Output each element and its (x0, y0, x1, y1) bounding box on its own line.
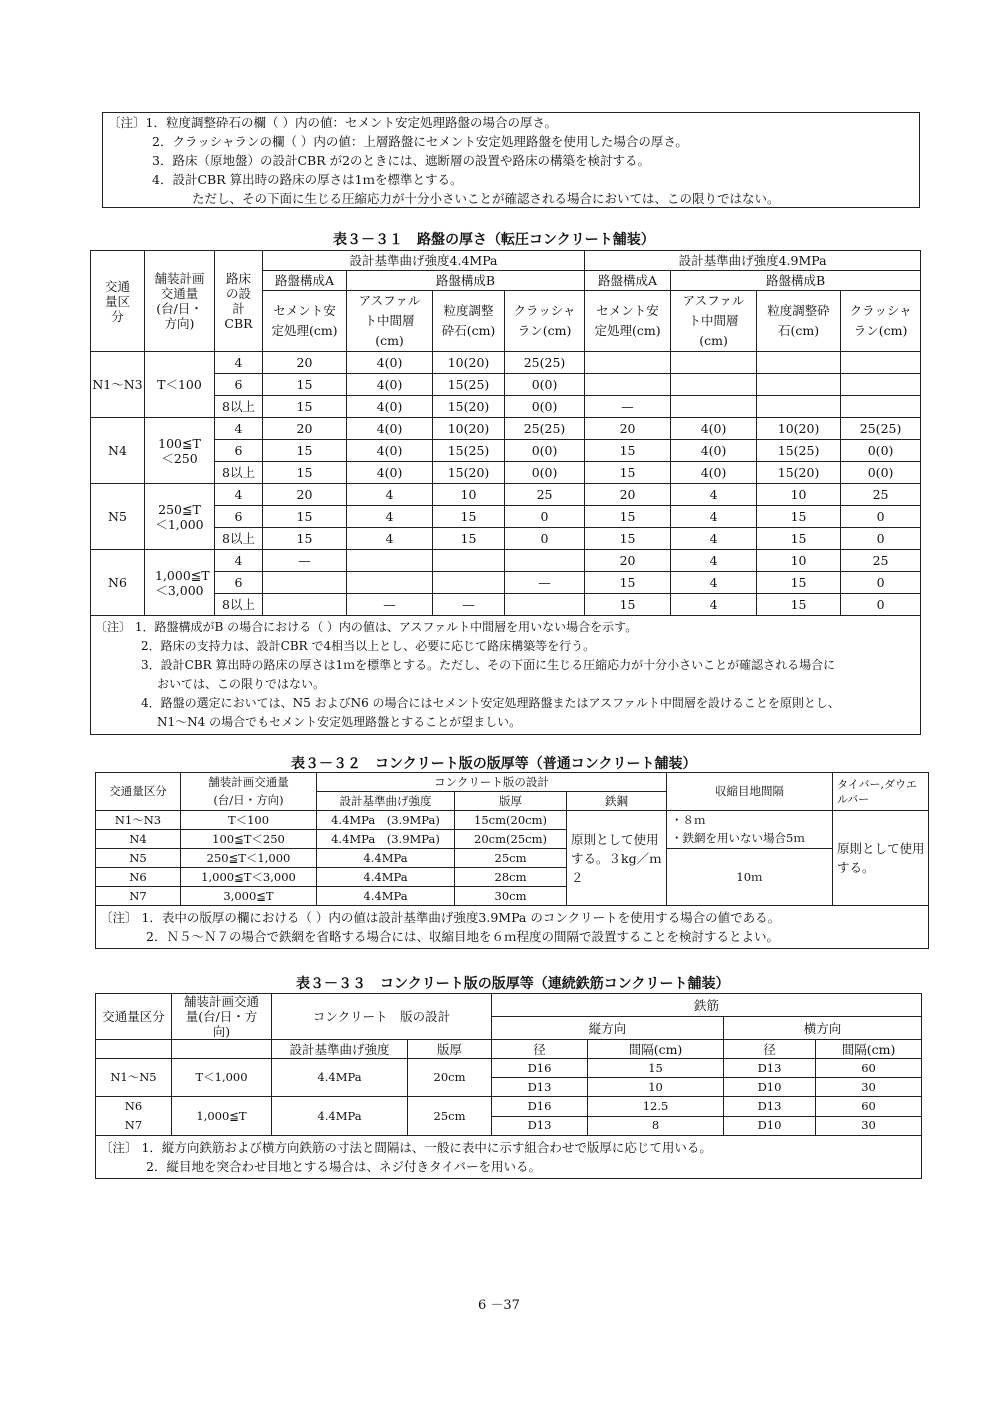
t32-h-tiebar: タイバー,ダウエルバー (833, 773, 929, 811)
t33-h-plan-cont (172, 1040, 272, 1059)
t31-cell (841, 352, 921, 374)
top-note-line-2: 2．クラッシャランの欄（ ）内の値：上層路盤にセメント安定処理路盤を使用した場合の厚さ。 (152, 134, 688, 149)
t31-cell (585, 374, 671, 396)
t32-h-steel: 鉄鋼 (567, 792, 667, 811)
t31-cell: 15(20) (433, 396, 505, 418)
t31-row (91, 528, 921, 550)
t31-cell: 15 (585, 506, 671, 528)
t32-h-joint: 収縮目地間隔 (667, 773, 833, 811)
t31-h-b2: 路盤構成B (671, 271, 921, 291)
t31-cell: 25(25) (505, 418, 585, 440)
top-note-line-4: 4．設計CBR 算出時の路床の厚さは1ｍを標準とする。 (152, 172, 463, 187)
t31-cell: — (505, 572, 585, 594)
t31-cell: — (585, 396, 671, 418)
t31-cell: 0(0) (505, 374, 585, 396)
t33-cell: D13 (492, 1116, 588, 1136)
t31-cell (347, 572, 433, 594)
t31-h-crush-2: クラッシャラン(cm) (841, 291, 921, 352)
t31-cell: 10(20) (433, 352, 505, 374)
t33-h-plan: 舗装計画交通量(台/日・方向) (172, 994, 272, 1040)
t31-cbr: 4 (215, 550, 263, 572)
t31-cbr: 6 (215, 440, 263, 462)
top-note-line-1: 〔注〕1．粒度調整砕石の欄（ ）内の値：セメント安定処理路盤の場合の厚さ。 (108, 115, 557, 130)
t31-cell: 15 (585, 572, 671, 594)
t32-note-1: 〔注〕 1．表中の版厚の欄における（ ）内の値は設計基準曲げ強度3.9MPa のコンクリートを使用する場合の値である。 (100, 910, 781, 925)
t31-cell: 25 (841, 550, 921, 572)
t31-h-asph-1: アスファルト中間層(cm) (347, 291, 433, 352)
t31-cell (433, 572, 505, 594)
t31-cell: 0(0) (505, 462, 585, 484)
t31-cell: 20 (585, 550, 671, 572)
t31-cell: 0 (505, 506, 585, 528)
t32-strength: 4.4MPa (3.9MPa) (317, 830, 455, 849)
t33-h-thick: 版厚 (408, 1040, 492, 1059)
t32-joint-2: ・鉄網を用いない場合5ｍ (667, 830, 833, 849)
t31-cell (263, 594, 347, 616)
t31-cell: 15 (757, 506, 841, 528)
t33-h-rebar: 鉄筋 (492, 994, 922, 1017)
t32-thick: 20cm(25cm) (455, 830, 567, 849)
t31-cbr: 8以上 (215, 594, 263, 616)
t31-cell (433, 550, 505, 572)
t31-h-grade-1: 粒度調整砕石(cm) (433, 291, 505, 352)
page-number: 6 －37 (478, 1298, 520, 1313)
table-32 (95, 772, 929, 949)
t31-cell (757, 374, 841, 396)
t31-traffic: N6 (91, 550, 145, 616)
t33-cell: D13 (724, 1097, 816, 1117)
t33-cell: 8 (588, 1116, 724, 1136)
t31-cell: 10(20) (433, 418, 505, 440)
t32-strength: 4.4MPa (317, 868, 455, 887)
t33-plan: T＜1,000 (172, 1059, 272, 1097)
t31-cell (505, 550, 585, 572)
t33-note-1: 〔注〕 1．縦方向鉄筋および横方向鉄筋の寸法と間隔は、一般に表中に示す組合わせで版厚に応じて用いる。 (100, 1140, 712, 1155)
t33-h-trans: 横方向 (724, 1017, 922, 1040)
t31-cell: 0 (505, 528, 585, 550)
t31-plan: T＜100 (145, 352, 215, 418)
t33-traffic-n6: N6 (124, 1099, 143, 1113)
t33-thick: 25cm (408, 1097, 492, 1136)
t33-h-traffic: 交通量区分 (96, 994, 172, 1040)
t32-plan: T＜100 (181, 811, 317, 830)
table-33 (95, 993, 922, 1179)
t33-cell: 30 (816, 1078, 922, 1097)
t31-cell: 15 (263, 440, 347, 462)
t31-cell: 0 (841, 572, 921, 594)
t31-row (91, 506, 921, 528)
t31-cell: 10 (433, 484, 505, 506)
t31-cell (841, 374, 921, 396)
t31-h-asph-2: アスファルト中間層(cm) (671, 291, 757, 352)
t31-cell: 15 (433, 506, 505, 528)
t31-cell: 4(0) (671, 462, 757, 484)
t31-row (91, 484, 921, 506)
t33-h-strength: 設計基準曲げ強度 (272, 1040, 408, 1059)
t33-strength: 4.4MPa (272, 1097, 408, 1136)
t31-traffic: N5 (91, 484, 145, 550)
t31-cell: — (433, 594, 505, 616)
t33-cell: D16 (492, 1097, 588, 1117)
t31-cell: 4 (671, 484, 757, 506)
t31-row (91, 594, 921, 616)
t31-cell: 4 (347, 506, 433, 528)
t33-cell: D13 (492, 1078, 588, 1097)
t31-cell: 4(0) (671, 418, 757, 440)
t32-strength: 4.4MPa (317, 849, 455, 868)
t31-row (91, 462, 921, 484)
t33-cell: D13 (724, 1059, 816, 1078)
t31-cell: 4 (347, 528, 433, 550)
t31-h-s44: 設計基準曲げ強度4.4MPa (263, 251, 585, 271)
t31-plan: 250≦T＜1,000 (145, 484, 215, 550)
t31-cell: 4 (347, 484, 433, 506)
t31-cell: 15 (585, 528, 671, 550)
t31-cell: 20 (263, 418, 347, 440)
t32-h-thick: 版厚 (455, 792, 567, 811)
t31-h-traffic: 交通量区分 (91, 251, 145, 352)
t31-cbr: 4 (215, 352, 263, 374)
t31-cell: 4 (671, 594, 757, 616)
t32-h-traffic: 交通量区分 (96, 773, 181, 811)
t32-h-plan-2: (台/日・方向) (181, 792, 317, 811)
t32-joint-1: ・８ｍ (667, 811, 833, 830)
t31-cell: 0(0) (505, 440, 585, 462)
t33-h-traffic-cont (96, 1040, 172, 1059)
t31-cell: 20 (585, 484, 671, 506)
t31-cell: 0(0) (505, 396, 585, 418)
t32-traffic: N5 (96, 849, 181, 868)
t31-cbr: 8以上 (215, 396, 263, 418)
t33-h-design: コンクリート 版の設計 (272, 994, 492, 1040)
t31-cell: 0(0) (841, 462, 921, 484)
t31-note-2: 2．路床の支持力は、設計CBR で4相当以上とし、必要に応じて路床構築等を行う。 (141, 639, 596, 653)
t31-cbr: 4 (215, 418, 263, 440)
t31-cbr: 6 (215, 506, 263, 528)
t31-cell: 20 (585, 418, 671, 440)
t31-note-3: 3．設計CBR 算出時の路床の厚さは1ｍを標準とする。ただし、その下面に生じる圧縮応力が十分小さいことが確認される場合に (141, 658, 836, 672)
t31-cell: 25 (841, 484, 921, 506)
t31-cell: 4(0) (347, 440, 433, 462)
t32-joint-3: 10ｍ (667, 849, 833, 906)
t31-cell: 25(25) (841, 418, 921, 440)
t31-cbr: 4 (215, 484, 263, 506)
t31-cell: 4 (671, 506, 757, 528)
t32-tiebar: 原則として使用する。 (833, 811, 929, 906)
t32-plan: 100≦T＜250 (181, 830, 317, 849)
t31-row (91, 352, 921, 374)
t31-h-s49: 設計基準曲げ強度4.9MPa (585, 251, 921, 271)
t32-h-design: コンクリート版の設計 (317, 773, 667, 792)
t33-plan: 1,000≦T (172, 1097, 272, 1136)
t31-cell (671, 374, 757, 396)
t31-cell: 15(25) (433, 374, 505, 396)
t31-cell (263, 572, 347, 594)
t33-cell: D10 (724, 1116, 816, 1136)
t31-cell: 4 (671, 528, 757, 550)
t33-note-2: 2．縦目地を突合わせ目地とする場合は、ネジ付きタイバーを用いる。 (146, 1159, 541, 1174)
t33-cell: D10 (724, 1078, 816, 1097)
t32-strength: 4.4MPa (3.9MPa) (317, 811, 455, 830)
t31-cell: 15 (263, 528, 347, 550)
t31-row (91, 572, 921, 594)
t31-cell: 15 (757, 528, 841, 550)
t31-traffic: N1～N3 (91, 352, 145, 418)
t33-cell: 60 (816, 1097, 922, 1117)
t31-cell: 15(25) (433, 440, 505, 462)
t31-cell: 25 (505, 484, 585, 506)
t31-row (91, 550, 921, 572)
t33-cell: 10 (588, 1078, 724, 1097)
t31-h-a1: 路盤構成A (263, 271, 347, 291)
t31-cbr: 8以上 (215, 528, 263, 550)
t31-h-cement-1: セメント安定処理(cm) (263, 291, 347, 352)
t31-cbr: 8以上 (215, 462, 263, 484)
table-31-title: 表３－３１ 路盤の厚さ（転圧コンクリート舗装） (333, 232, 655, 248)
t31-cell: 20 (263, 352, 347, 374)
t31-h-a2: 路盤構成A (585, 271, 671, 291)
top-note-line-5: ただし、その下面に生じる圧縮応力が十分小さいことが確認される場合においては、この限りではない。 (192, 191, 780, 206)
t31-cell: 15 (263, 506, 347, 528)
t32-traffic: N4 (96, 830, 181, 849)
t31-h-crush-1: クラッシャラン(cm) (505, 291, 585, 352)
top-note-line-3: 3．路床（原地盤）の設計CBR が2のときには、遮断層の設置や路床の構築を検討する。 (152, 153, 651, 168)
t32-strength: 4.4MPa (317, 887, 455, 906)
t31-cell: 4(0) (347, 374, 433, 396)
t33-h-dia: 径 (492, 1040, 588, 1059)
t31-cbr: 6 (215, 374, 263, 396)
t32-steel: 原則として使用する。３kg／ｍ２ (567, 811, 667, 906)
t33-h-space2: 間隔(cm) (816, 1040, 922, 1059)
t31-h-cement-2: セメント安定処理(cm) (585, 291, 671, 352)
t31-cell: 0(0) (841, 440, 921, 462)
t31-cell: 15 (757, 572, 841, 594)
t31-cell (841, 396, 921, 418)
t31-cell: 15 (585, 462, 671, 484)
t31-cell (671, 396, 757, 418)
t33-thick: 20cm (408, 1059, 492, 1097)
t33-h-space: 間隔(cm) (588, 1040, 724, 1059)
table-31 (90, 250, 921, 735)
t33-cell: 30 (816, 1116, 922, 1136)
t31-cell: 10 (757, 484, 841, 506)
table-32-title: 表３－３２ コンクリート版の版厚等（普通コンクリート舗装） (291, 756, 697, 772)
t33-cell: 15 (588, 1059, 724, 1078)
t32-h-plan-1: 舗装計画交通量 (181, 773, 317, 792)
t32-note-2: 2．Ｎ５～Ｎ７の場合で鉄網を省略する場合には、収縮目地を６ｍ程度の間隔で設置することを検討するとよい。 (146, 929, 779, 944)
t31-row (91, 418, 921, 440)
t31-note-6: N1～N4 の場合でもセメント安定処理路盤とすることが望ましい。 (157, 715, 522, 729)
t31-cbr: 6 (215, 572, 263, 594)
t32-traffic: N7 (96, 887, 181, 906)
t31-cell (347, 550, 433, 572)
t31-h-grade-2: 粒度調整砕石(cm) (757, 291, 841, 352)
t31-cell: 15 (263, 374, 347, 396)
t33-cell: 60 (816, 1059, 922, 1078)
t31-cell: 0 (841, 506, 921, 528)
t32-notes (96, 906, 929, 949)
t31-cell: 4 (671, 572, 757, 594)
t31-plan: 1,000≦T＜3,000 (145, 550, 215, 616)
t31-cell: 4 (671, 550, 757, 572)
t32-plan: 1,000≦T＜3,000 (181, 868, 317, 887)
t31-row (91, 374, 921, 396)
t32-plan: 3,000≦T (181, 887, 317, 906)
t31-cell: — (263, 550, 347, 572)
t33-cell: 12.5 (588, 1097, 724, 1117)
t31-cell: 4(0) (671, 440, 757, 462)
table-33-title: 表３－３３ コンクリート版の版厚等（連続鉄筋コンクリート舗装） (296, 976, 730, 992)
t31-cell: 15 (585, 594, 671, 616)
t31-note-5: 4．路盤の選定においては、N5 およびN6 の場合にはセメント安定処理路盤またはアスファルト中間層を設けることを原則とし、 (141, 696, 840, 710)
t33-cell: D16 (492, 1059, 588, 1078)
t32-traffic: N6 (96, 868, 181, 887)
t31-notes (91, 616, 921, 735)
t31-note-4: おいては、この限りではない。 (157, 677, 326, 691)
t31-plan: 100≦T＜250 (145, 418, 215, 484)
t31-cell: 15 (263, 396, 347, 418)
t31-h-b1: 路盤構成B (347, 271, 585, 291)
t33-traffic (96, 1097, 172, 1136)
t31-cell: — (347, 594, 433, 616)
t33-h-long: 縦方向 (492, 1017, 724, 1040)
t32-thick: 30cm (455, 887, 567, 906)
t33-traffic: N1～N5 (96, 1059, 172, 1097)
t31-cell: 25(25) (505, 352, 585, 374)
t31-cell: 15 (585, 440, 671, 462)
t31-cell (757, 352, 841, 374)
t31-note-1: 〔注〕 1．路盤構成がB の場合における（ ）内の値は、アスファルト中間層を用いない場合を示す。 (95, 620, 638, 634)
t32-thick: 15cm(20cm) (455, 811, 567, 830)
t31-cell (671, 352, 757, 374)
t31-cell: 15 (263, 462, 347, 484)
t31-cell (505, 594, 585, 616)
t32-thick: 28cm (455, 868, 567, 887)
t31-row (91, 396, 921, 418)
t33-notes (96, 1136, 922, 1179)
t31-cell: 15(25) (757, 440, 841, 462)
t31-h-plan: 舗装計画交通量(台/日・方向) (145, 251, 215, 352)
t31-traffic: N4 (91, 418, 145, 484)
t32-plan: 250≦T＜1,000 (181, 849, 317, 868)
t31-cell (585, 352, 671, 374)
t31-cell: 15(20) (433, 462, 505, 484)
t31-cell: 20 (263, 484, 347, 506)
t31-cell: 15 (433, 528, 505, 550)
t32-thick: 25cm (455, 849, 567, 868)
t31-row (91, 440, 921, 462)
t33-strength: 4.4MPa (272, 1059, 408, 1097)
t31-cell: 4(0) (347, 396, 433, 418)
t31-h-cbr: 路床の設計CBR (215, 251, 263, 352)
t31-cell: 0 (841, 594, 921, 616)
t33-traffic-n7: N7 (124, 1118, 143, 1132)
t31-cell: 15(20) (757, 462, 841, 484)
t31-cell: 10(20) (757, 418, 841, 440)
t31-cell: 10 (757, 550, 841, 572)
t31-cell: 4(0) (347, 462, 433, 484)
t33-h-dia2: 径 (724, 1040, 816, 1059)
t31-cell: 0 (841, 528, 921, 550)
t31-cell: 4(0) (347, 418, 433, 440)
t31-cell: 15 (757, 594, 841, 616)
t31-cell (757, 396, 841, 418)
t32-traffic: N1～N3 (96, 811, 181, 830)
t32-h-strength: 設計基準曲げ強度 (317, 792, 455, 811)
t31-cell: 4(0) (347, 352, 433, 374)
